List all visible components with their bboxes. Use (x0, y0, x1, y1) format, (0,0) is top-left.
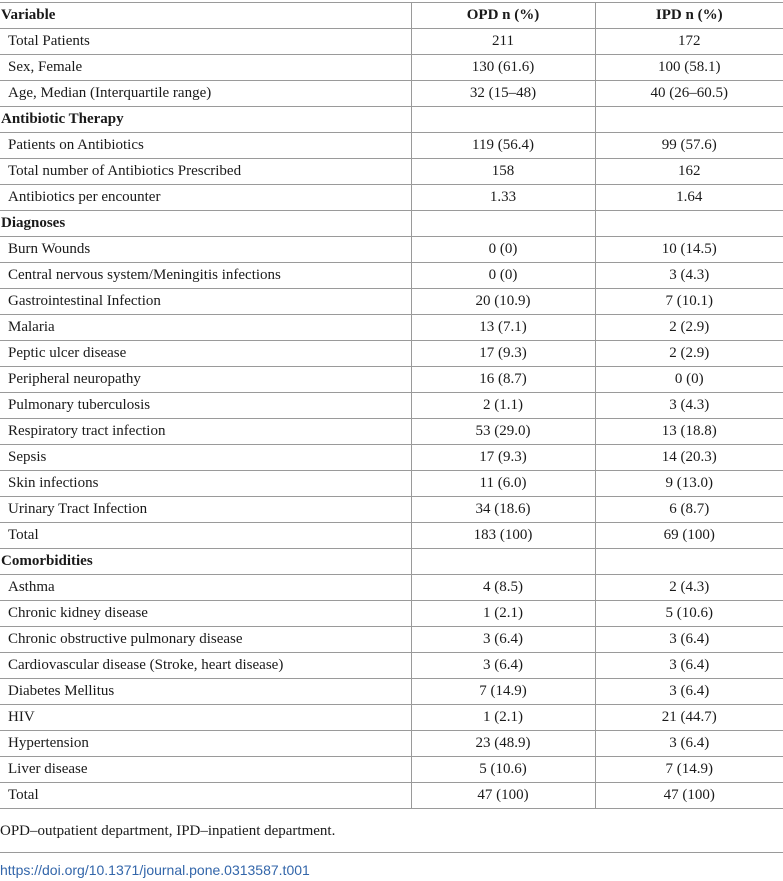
row-label: HIV (0, 705, 411, 731)
opd-value: 3 (6.4) (411, 653, 595, 679)
row-label: Peripheral neuropathy (0, 367, 411, 393)
ipd-value: 7 (10.1) (595, 289, 783, 315)
table-row (0, 237, 783, 263)
table-row (0, 575, 783, 601)
opd-value: 11 (6.0) (411, 471, 595, 497)
opd-value: 34 (18.6) (411, 497, 595, 523)
table-row (0, 523, 783, 549)
table-row (0, 497, 783, 523)
table-row (0, 133, 783, 159)
row-label: Sex, Female (0, 55, 411, 81)
ipd-value: 2 (4.3) (595, 575, 783, 601)
data-table (0, 2, 783, 809)
table-row (0, 81, 783, 107)
row-label: Urinary Tract Infection (0, 497, 411, 523)
table-row (0, 55, 783, 81)
table-row (0, 679, 783, 705)
table-row (0, 731, 783, 757)
divider (0, 852, 783, 853)
table-row (0, 601, 783, 627)
column-header-opd: OPD n (%) (411, 3, 595, 29)
ipd-value: 13 (18.8) (595, 419, 783, 445)
opd-value: 17 (9.3) (411, 341, 595, 367)
ipd-value: 1.64 (595, 185, 783, 211)
table-row (0, 29, 783, 55)
opd-value: 158 (411, 159, 595, 185)
ipd-value: 40 (26–60.5) (595, 81, 783, 107)
opd-value (411, 211, 595, 237)
ipd-value: 2 (2.9) (595, 315, 783, 341)
row-label: Sepsis (0, 445, 411, 471)
row-label: Cardiovascular disease (Stroke, heart disease) (0, 653, 411, 679)
row-label: Total (0, 783, 411, 809)
ipd-value: 3 (4.3) (595, 263, 783, 289)
table-row (0, 185, 783, 211)
opd-value: 23 (48.9) (411, 731, 595, 757)
table-row (0, 445, 783, 471)
row-label: Age, Median (Interquartile range) (0, 81, 411, 107)
row-label: Burn Wounds (0, 237, 411, 263)
opd-value: 1 (2.1) (411, 601, 595, 627)
opd-value: 0 (0) (411, 237, 595, 263)
opd-value: 3 (6.4) (411, 627, 595, 653)
row-label: Total Patients (0, 29, 411, 55)
table-row (0, 289, 783, 315)
opd-value: 16 (8.7) (411, 367, 595, 393)
table-body (0, 29, 783, 809)
ipd-value: 162 (595, 159, 783, 185)
section-header-row (0, 549, 783, 575)
opd-value: 119 (56.4) (411, 133, 595, 159)
row-label: Pulmonary tuberculosis (0, 393, 411, 419)
opd-value: 130 (61.6) (411, 55, 595, 81)
section-label: Diagnoses (0, 211, 411, 237)
ipd-value: 2 (2.9) (595, 341, 783, 367)
opd-value: 17 (9.3) (411, 445, 595, 471)
ipd-value: 10 (14.5) (595, 237, 783, 263)
ipd-value: 3 (6.4) (595, 653, 783, 679)
row-label: Gastrointestinal Infection (0, 289, 411, 315)
table-row (0, 757, 783, 783)
opd-value: 2 (1.1) (411, 393, 595, 419)
row-label: Asthma (0, 575, 411, 601)
section-header-row (0, 107, 783, 133)
section-label: Antibiotic Therapy (0, 107, 411, 133)
ipd-value: 0 (0) (595, 367, 783, 393)
table-footnote: OPD–outpatient department, IPD–inpatient department. (0, 823, 336, 839)
table-row (0, 159, 783, 185)
table-row (0, 263, 783, 289)
ipd-value: 7 (14.9) (595, 757, 783, 783)
table-row (0, 341, 783, 367)
row-label: Hypertension (0, 731, 411, 757)
section-header-row (0, 211, 783, 237)
ipd-value: 3 (4.3) (595, 393, 783, 419)
table-row (0, 315, 783, 341)
ipd-value (595, 549, 783, 575)
ipd-value (595, 107, 783, 133)
row-label: Antibiotics per encounter (0, 185, 411, 211)
ipd-value: 14 (20.3) (595, 445, 783, 471)
ipd-value: 3 (6.4) (595, 627, 783, 653)
opd-value: 211 (411, 29, 595, 55)
ipd-value: 172 (595, 29, 783, 55)
opd-value: 13 (7.1) (411, 315, 595, 341)
row-label: Chronic kidney disease (0, 601, 411, 627)
opd-value (411, 549, 595, 575)
row-label: Chronic obstructive pulmonary disease (0, 627, 411, 653)
opd-value: 20 (10.9) (411, 289, 595, 315)
ipd-value: 3 (6.4) (595, 679, 783, 705)
table-row (0, 653, 783, 679)
section-label: Comorbidities (0, 549, 411, 575)
opd-value: 53 (29.0) (411, 419, 595, 445)
row-label: Total (0, 523, 411, 549)
opd-value: 4 (8.5) (411, 575, 595, 601)
row-label: Respiratory tract infection (0, 419, 411, 445)
ipd-value: 47 (100) (595, 783, 783, 809)
row-label: Patients on Antibiotics (0, 133, 411, 159)
table-row (0, 471, 783, 497)
ipd-value: 9 (13.0) (595, 471, 783, 497)
row-label: Total number of Antibiotics Prescribed (0, 159, 411, 185)
row-label: Central nervous system/Meningitis infections (0, 263, 411, 289)
table-header-row (0, 3, 783, 29)
opd-value: 0 (0) (411, 263, 595, 289)
opd-value: 1.33 (411, 185, 595, 211)
ipd-value: 99 (57.6) (595, 133, 783, 159)
table-row (0, 705, 783, 731)
row-label: Malaria (0, 315, 411, 341)
ipd-value: 3 (6.4) (595, 731, 783, 757)
column-header-ipd: IPD n (%) (595, 3, 783, 29)
ipd-value: 21 (44.7) (595, 705, 783, 731)
row-label: Diabetes Mellitus (0, 679, 411, 705)
opd-value: 183 (100) (411, 523, 595, 549)
table-row (0, 419, 783, 445)
opd-value: 5 (10.6) (411, 757, 595, 783)
ipd-value: 69 (100) (595, 523, 783, 549)
opd-value (411, 107, 595, 133)
table-row (0, 783, 783, 809)
table-row (0, 627, 783, 653)
ipd-value: 100 (58.1) (595, 55, 783, 81)
ipd-value (595, 211, 783, 237)
column-header-variable: Variable (0, 3, 411, 29)
doi-link[interactable]: https://doi.org/10.1371/journal.pone.0313587.t001 (0, 862, 310, 878)
opd-value: 1 (2.1) (411, 705, 595, 731)
row-label: Liver disease (0, 757, 411, 783)
row-label: Skin infections (0, 471, 411, 497)
opd-value: 47 (100) (411, 783, 595, 809)
ipd-value: 5 (10.6) (595, 601, 783, 627)
opd-value: 7 (14.9) (411, 679, 595, 705)
table-row (0, 367, 783, 393)
opd-value: 32 (15–48) (411, 81, 595, 107)
ipd-value: 6 (8.7) (595, 497, 783, 523)
row-label: Peptic ulcer disease (0, 341, 411, 367)
table-row (0, 393, 783, 419)
